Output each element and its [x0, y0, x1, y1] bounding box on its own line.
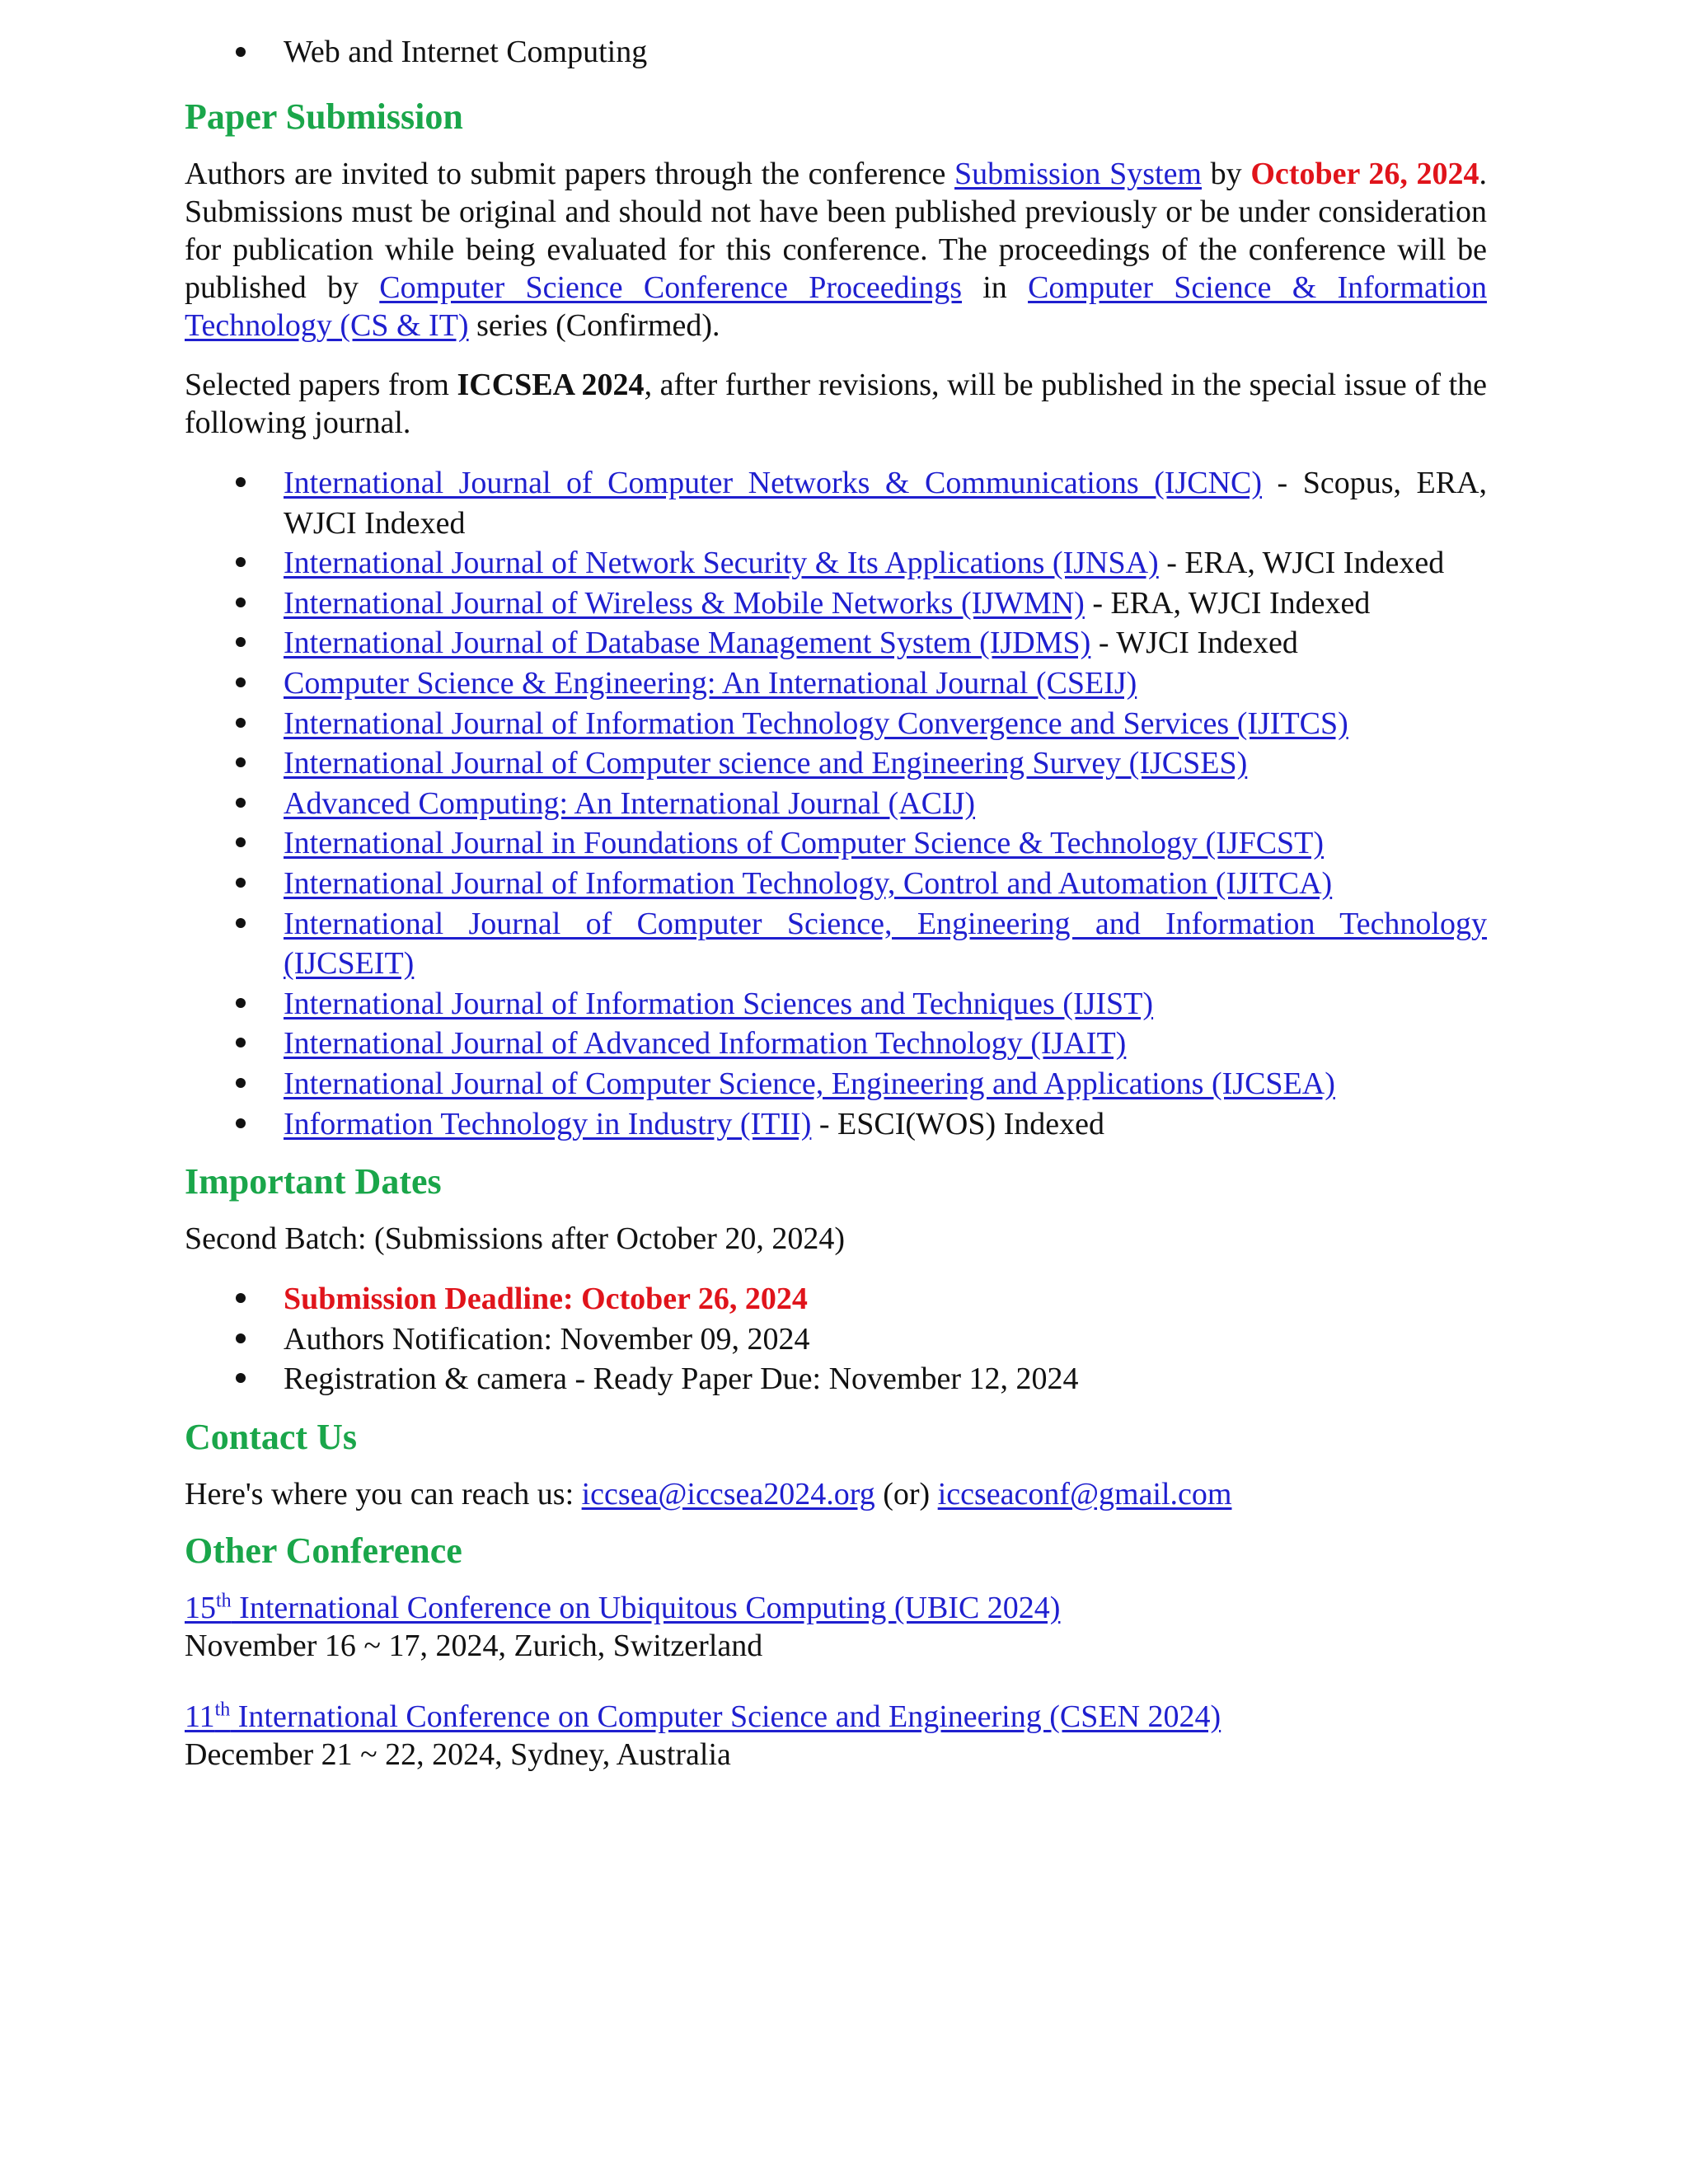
- journal-link[interactable]: International Journal of Advanced Information Technology (IJAIT): [284, 1026, 1127, 1062]
- conference-entry: [185, 1589, 1487, 1665]
- submission-paragraph: Authors are invited to submit papers through the conference Submission System by October 26, 2024. Submissions must be original and should not have been published previously or be under consideration for publication while being evaluated for this conference. The proceedings of the conference will be published by Computer Science Conference Proceedings in Computer Science & Information Technology (CS & IT) series (Confirmed).: [185, 157, 1488, 343]
- submission-system-link[interactable]: Submission System: [954, 157, 1202, 191]
- journal-link[interactable]: International Journal of Computer Networks & Communications (IJCNC): [284, 466, 1263, 500]
- journal-item: [185, 583, 1487, 624]
- journal-item: [185, 463, 1487, 543]
- conference-details: December 21 ~ 22, 2024, Sydney, Australia: [185, 1736, 731, 1772]
- journal-item: [185, 704, 1487, 744]
- journal-item: [185, 623, 1487, 663]
- deadline-item: Submission Deadline: October 26, 2024: [185, 1279, 1487, 1319]
- journal-link[interactable]: International Journal of Information Technology Convergence and Services (IJITCS): [284, 705, 1348, 741]
- journal-link[interactable]: Computer Science & Engineering: An International Journal (CSEIJ): [284, 665, 1137, 701]
- other-conference-list: [185, 1589, 1487, 1774]
- journal-link[interactable]: International Journal of Network Security & Its Applications (IJNSA): [284, 546, 1159, 581]
- journal-item: [185, 743, 1487, 784]
- document-page: [185, 33, 1487, 1774]
- journal-index: - ERA, WJCI Indexed: [1158, 546, 1445, 581]
- journal-item: [185, 543, 1487, 583]
- journal-item: [185, 904, 1487, 984]
- journal-link[interactable]: International Journal of Wireless & Mobile Networks (IJWMN): [284, 585, 1085, 621]
- conference-link[interactable]: 15th International Conference on Ubiquitous Computing (UBIC 2024): [185, 1590, 1061, 1625]
- journal-item: [185, 1024, 1487, 1064]
- journal-item: [185, 984, 1487, 1024]
- email-link-secondary[interactable]: iccseaconf@gmail.com: [937, 1476, 1232, 1511]
- conference-entry: [185, 1698, 1487, 1774]
- journal-link[interactable]: International Journal of Computer Science, Engineering and Applications (IJCSEA): [284, 1066, 1335, 1101]
- journal-list: [185, 463, 1487, 1144]
- topic-item: Web and Internet Computing: [185, 33, 1487, 71]
- proceedings-link[interactable]: Computer Science Conference Proceedings: [379, 270, 962, 305]
- other-conference-heading: Other Conference: [185, 1530, 462, 1571]
- topic-list: [185, 33, 1487, 71]
- journal-item: [185, 1104, 1487, 1145]
- journal-index: - ERA, WJCI Indexed: [1084, 585, 1371, 621]
- paper-submission-heading: Paper Submission: [185, 96, 463, 137]
- dates-list: [185, 1279, 1487, 1399]
- journal-link[interactable]: International Journal in Foundations of Computer Science & Technology (IJFCST): [284, 826, 1325, 861]
- journal-item: [185, 663, 1487, 704]
- conference-link[interactable]: 11th International Conference on Computer Science and Engineering (CSEN 2024): [185, 1699, 1221, 1734]
- conference-details: November 16 ~ 17, 2024, Zurich, Switzerland: [185, 1628, 763, 1663]
- journal-link[interactable]: Information Technology in Industry (ITII): [284, 1106, 812, 1141]
- journal-item: [185, 784, 1487, 824]
- journal-link[interactable]: International Journal of Information Technology, Control and Automation (IJITCA): [284, 865, 1333, 901]
- journal-item: [185, 1064, 1487, 1104]
- important-dates-heading: Important Dates: [185, 1161, 442, 1202]
- journal-index: - WJCI Indexed: [1090, 626, 1298, 661]
- conference-name: ICCSEA 2024: [457, 368, 645, 402]
- journal-link[interactable]: International Journal of Computer science and Engineering Survey (IJCSES): [284, 746, 1248, 781]
- selected-papers-paragraph: Selected papers from ICCSEA 2024, after further revisions, will be published in the special issue of the following journal.: [185, 368, 1487, 440]
- journal-index: - ESCI(WOS) Indexed: [811, 1106, 1104, 1141]
- batch-info: Second Batch: (Submissions after October 20, 2024): [185, 1221, 846, 1257]
- email-link-primary[interactable]: iccsea@iccsea2024.org: [581, 1476, 875, 1511]
- submission-deadline-highlight: October 26, 2024: [1250, 157, 1479, 191]
- contact-heading: Contact Us: [185, 1416, 357, 1457]
- contact-paragraph: Here's where you can reach us: iccsea@iccsea2024.org (or) iccseaconf@gmail.com: [185, 1476, 1232, 1511]
- journal-link[interactable]: International Journal of Computer Science, Engineering and Information Technology (IJCSEIT): [284, 906, 1487, 982]
- notification-item: Authors Notification: November 09, 2024: [185, 1319, 1487, 1360]
- journal-link[interactable]: Advanced Computing: An International Journal (ACIJ): [284, 785, 976, 821]
- journal-index: - Scopus, ERA, WJCI Indexed: [284, 466, 1487, 541]
- cs-it-series-link[interactable]: Computer Science & Information Technology (CS & IT): [185, 270, 1487, 343]
- journal-link[interactable]: International Journal of Database Management System (IJDMS): [284, 626, 1091, 661]
- registration-item: Registration & camera - Ready Paper Due: November 12, 2024: [185, 1359, 1487, 1399]
- journal-item: [185, 823, 1487, 864]
- journal-link[interactable]: International Journal of Information Sciences and Techniques (IJIST): [284, 986, 1154, 1021]
- journal-item: [185, 864, 1487, 904]
